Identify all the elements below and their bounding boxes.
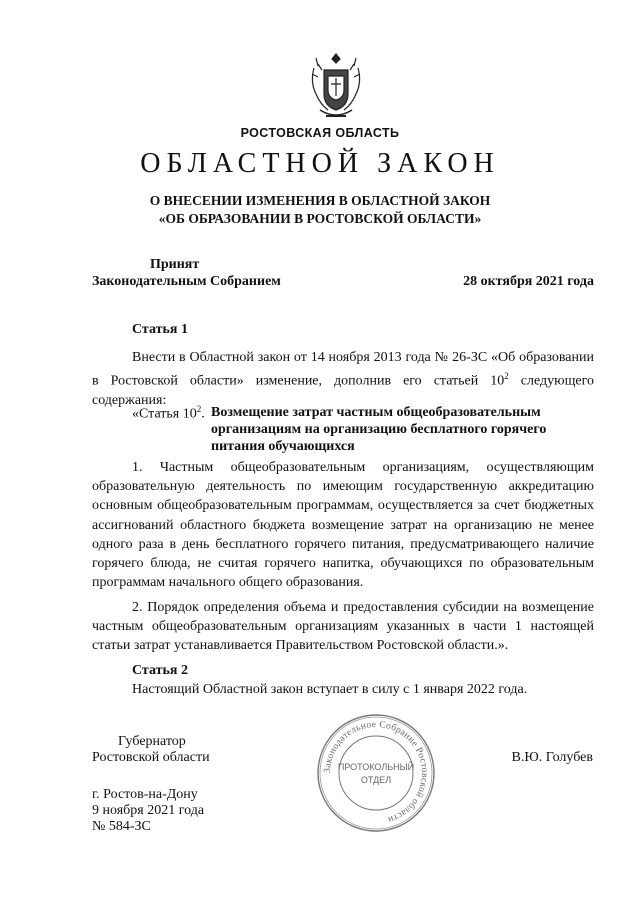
article-1-intro-text: Внести в Областной закон от 14 ноября 2013 года № 26-ЗС «Об образовании в Ростовской области» изменение, дополнив его статьей 10 — [92, 350, 594, 389]
law-subtitle — [0, 192, 640, 228]
seal-ring-text: Законодательное Собрание Ростовской области — [322, 719, 430, 825]
signer-name: В.Ю. Голубев — [511, 750, 593, 765]
new-article-lead-dot: . — [201, 406, 205, 422]
paragraph-1: 1. Частным общеобразовательным организациям, осуществляющим образовательную деятельность по имеющим государственную аккредитацию основным общеобразовательным программам, осуществляется за счет бюджетных ассигнований областного бюджета возмещение затрат на организацию не менее одного раза в день бесплатного горячего питания, предусматривающего наличие горячего блюда, не считая горячего напитка, обучающихся по образовательным программам начального общего образования. — [92, 460, 594, 591]
accepted-by: Законодательным Собранием — [92, 274, 281, 289]
article-2-text: Настоящий Областной закон вступает в силу с 1 января 2022 года. — [132, 682, 528, 697]
region-name: РОСТОВСКАЯ ОБЛАСТЬ — [240, 126, 400, 140]
article-number-superscript: 2 — [504, 371, 509, 382]
signing-date: 9 ноября 2021 года — [92, 803, 205, 818]
article-1-heading: Статья 1 — [132, 322, 188, 337]
subtitle-line-2: «ОБ ОБРАЗОВАНИИ В РОСТОВСКОЙ ОБЛАСТИ» — [158, 211, 482, 226]
seal-center-line-1: ПРОТОКОЛЬНЫЙ — [337, 762, 415, 772]
signing-city: г. Ростов-на-Дону — [92, 787, 198, 802]
article-1-intro — [92, 348, 594, 410]
new-article-superscript: 2 — [196, 404, 202, 414]
new-article-title: Возмещение затрат частным общеобразовательным организациям на организацию бесплатного горячего питания обучающихся — [211, 405, 547, 454]
official-seal-stamp — [315, 712, 437, 834]
document-type-title: ОБЛАСТНОЙ ЗАКОН — [140, 148, 500, 179]
paragraph-2: 2. Порядок определения объема и предоставления субсидии на возмещение частным общеобразовательным организациям указанных в части 1 настоящей статьи затрат устанавливается Правительством Ростовской области.». — [92, 600, 594, 654]
adoption-date: 28 октября 2021 года — [463, 274, 594, 289]
governor-title: Губернатор — [118, 734, 186, 749]
article-2-heading: Статья 2 — [132, 663, 188, 678]
coat-of-arms-emblem — [306, 50, 366, 126]
accepted-label: Принят — [150, 257, 200, 272]
governor-region: Ростовской области — [92, 750, 210, 765]
subtitle-line-1: О ВНЕСЕНИИ ИЗМЕНЕНИЯ В ОБЛАСТНОЙ ЗАКОН — [149, 193, 491, 208]
seal-center-line-2: ОТДЕЛ — [360, 775, 392, 785]
new-article-lead — [132, 404, 205, 423]
law-number: № 584-ЗС — [92, 819, 151, 834]
article-1-intro-end: следующего содержания: — [92, 373, 594, 409]
new-article-number: «Статья 10 — [132, 406, 197, 422]
